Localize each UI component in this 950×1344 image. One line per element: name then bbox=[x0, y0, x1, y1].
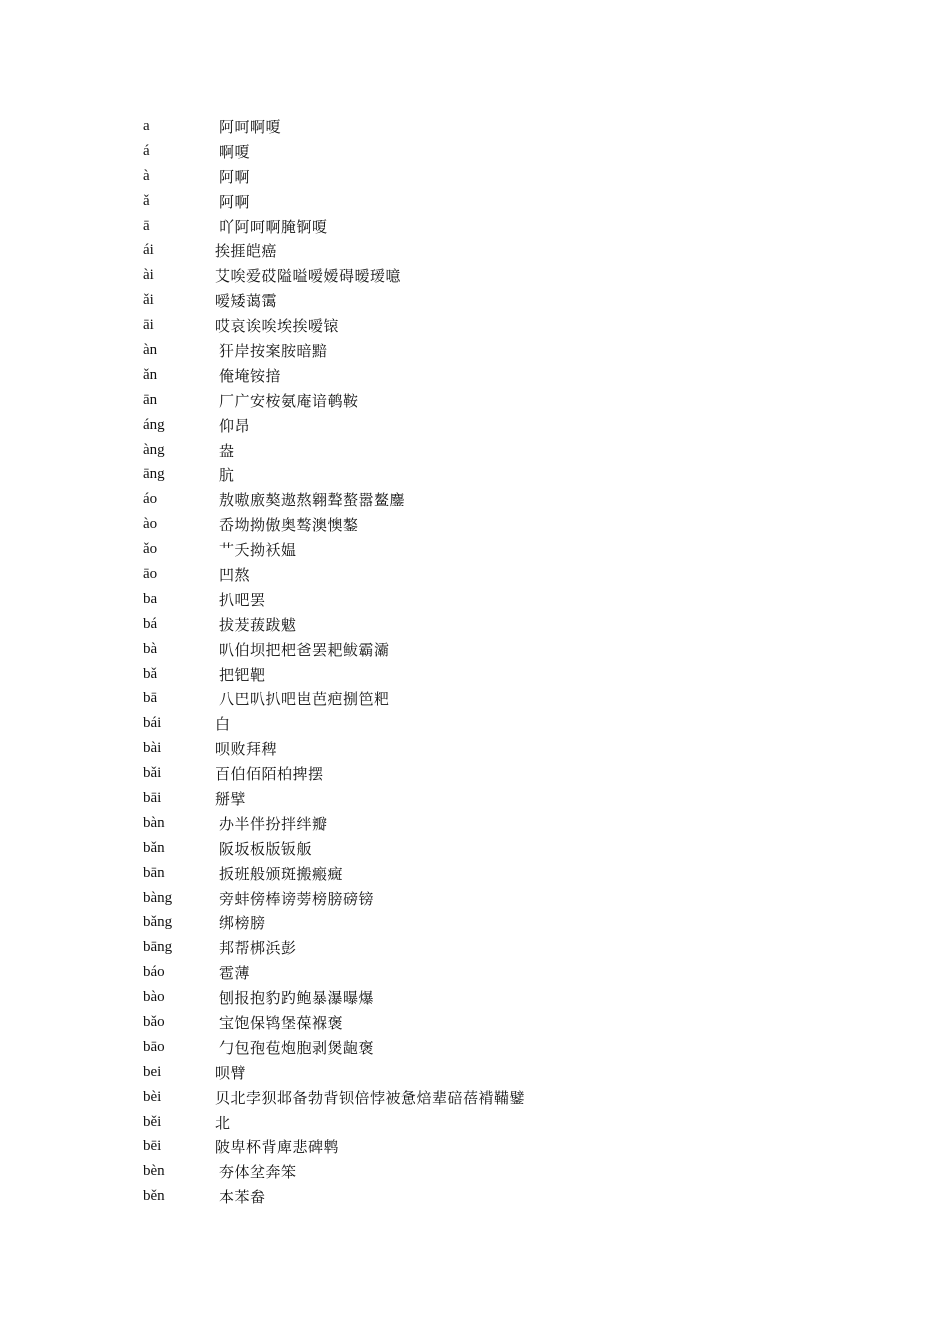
character-list: 嗳矮蔼霭 bbox=[215, 292, 278, 311]
character-list: 凹熬 bbox=[219, 565, 251, 584]
pinyin-syllable: ái bbox=[143, 242, 154, 259]
character-list: 办半伴扮拌绊瓣 bbox=[219, 814, 328, 833]
character-list: 勹包孢苞炮胞剥煲龅褒 bbox=[219, 1038, 375, 1057]
character-list: 阪坂板版钣舨 bbox=[219, 839, 313, 858]
list-item bbox=[143, 388, 863, 413]
pinyin-syllable: bāi bbox=[143, 789, 162, 806]
pinyin-syllable: à bbox=[143, 167, 150, 184]
list-item bbox=[143, 761, 863, 786]
character-list: 扳班般颁斑搬瘢癍 bbox=[219, 864, 344, 883]
list-item bbox=[143, 238, 863, 263]
character-list: 犴岸按案胺暗黯 bbox=[219, 341, 328, 360]
pinyin-syllable: ā bbox=[143, 217, 150, 234]
character-list: 吖阿呵啊腌锕嗄 bbox=[219, 217, 328, 236]
list-item bbox=[143, 960, 863, 985]
list-item bbox=[143, 587, 863, 612]
pinyin-syllable: àng bbox=[143, 441, 165, 458]
character-list: 百伯佰陌柏捭摆 bbox=[215, 765, 324, 784]
pinyin-syllable: bǎn bbox=[143, 839, 165, 856]
list-item bbox=[143, 1085, 863, 1110]
list-item bbox=[143, 1110, 863, 1135]
pinyin-syllable: ào bbox=[143, 516, 158, 533]
pinyin-syllable: bǎo bbox=[143, 1014, 165, 1030]
character-list: 绑榜膀 bbox=[219, 914, 266, 933]
pinyin-syllable: bèn bbox=[143, 1163, 165, 1180]
list-item bbox=[143, 1035, 863, 1060]
pinyin-syllable: bān bbox=[143, 864, 165, 881]
pinyin-syllable: àn bbox=[143, 341, 158, 358]
character-list: 陂卑杯背庳悲碑鹎 bbox=[215, 1138, 340, 1157]
list-item bbox=[143, 985, 863, 1010]
pinyin-syllable: bēi bbox=[143, 1138, 162, 1155]
character-list: 八巴叭扒吧岜芭疤捌笆粑 bbox=[219, 690, 390, 709]
character-list: 宝饱保鸨堡葆褓褒 bbox=[219, 1014, 344, 1032]
pinyin-syllable: ǎ bbox=[143, 192, 150, 209]
pinyin-syllable: bei bbox=[143, 1063, 162, 1080]
list-item bbox=[143, 263, 863, 288]
list-item bbox=[143, 462, 863, 487]
pinyin-syllable: bāo bbox=[143, 1038, 165, 1055]
pinyin-syllable: ba bbox=[143, 590, 158, 607]
character-list: 扒吧罢 bbox=[219, 590, 266, 609]
character-list: 雹薄 bbox=[219, 964, 251, 983]
list-item bbox=[143, 836, 863, 861]
character-list: 刨报抱豹趵鲍暴瀑曝爆 bbox=[219, 989, 375, 1008]
pinyin-syllable: bào bbox=[143, 989, 165, 1006]
list-item bbox=[143, 736, 863, 761]
pinyin-syllable: āi bbox=[143, 317, 154, 334]
pinyin-syllable: bā bbox=[143, 690, 158, 707]
character-list: 白 bbox=[215, 715, 231, 734]
character-list: 北 bbox=[215, 1113, 231, 1132]
list-item bbox=[143, 662, 863, 687]
pinyin-syllable: báo bbox=[143, 964, 165, 981]
character-list: 邦帮梆浜彭 bbox=[219, 939, 297, 958]
list-item bbox=[143, 512, 863, 537]
pinyin-syllable: ān bbox=[143, 391, 158, 408]
list-item bbox=[143, 288, 863, 313]
pinyin-syllable: bài bbox=[143, 740, 162, 757]
list-item bbox=[143, 1159, 863, 1184]
pinyin-syllable: a bbox=[143, 117, 150, 134]
list-item bbox=[143, 537, 863, 562]
character-list: 呗臂 bbox=[215, 1063, 247, 1082]
character-list: 阿呵啊嗄 bbox=[219, 117, 282, 136]
list-item bbox=[143, 861, 863, 886]
list-item bbox=[143, 487, 863, 512]
character-list: 艾唉爱砹隘嗌嗳嫒碍暧瑷噫 bbox=[215, 267, 402, 286]
pinyin-syllable: bèi bbox=[143, 1088, 162, 1105]
list-item bbox=[143, 139, 863, 164]
list-item bbox=[143, 338, 863, 363]
pinyin-syllable: bá bbox=[143, 615, 158, 632]
pinyin-syllable: áo bbox=[143, 491, 158, 508]
list-item bbox=[143, 214, 863, 239]
character-list: 贝北孛狈邶备勃背钡倍悖被惫焙辈碚蓓褙鞴鐾 bbox=[215, 1088, 526, 1107]
pinyin-syllable: ǎn bbox=[143, 366, 158, 383]
pinyin-syllable: bāng bbox=[143, 939, 173, 956]
list-item bbox=[143, 711, 863, 736]
pinyin-syllable: běi bbox=[143, 1113, 162, 1130]
character-list: 肮 bbox=[219, 466, 235, 485]
character-list: 艹夭拗袄媪 bbox=[219, 541, 297, 560]
list-item bbox=[143, 313, 863, 338]
character-list: 旁蚌傍棒谤蒡榜膀磅镑 bbox=[219, 889, 375, 908]
character-list: 啊嗄 bbox=[219, 142, 251, 161]
character-list: 掰擘 bbox=[215, 789, 247, 808]
character-list: 把钯靶 bbox=[219, 665, 266, 684]
list-item bbox=[143, 935, 863, 960]
pinyin-syllable: āng bbox=[143, 466, 165, 483]
pinyin-syllable: ài bbox=[143, 267, 154, 284]
list-item bbox=[143, 363, 863, 388]
pinyin-syllable: á bbox=[143, 142, 150, 159]
character-list: 哎哀诶唉埃挨嗳锿 bbox=[215, 317, 340, 336]
list-item bbox=[143, 1010, 863, 1035]
pinyin-syllable: bǎng bbox=[143, 914, 173, 931]
list-item bbox=[143, 786, 863, 811]
character-list: 叭伯坝把杷爸罢耙鲅霸灞 bbox=[219, 640, 390, 659]
list-item bbox=[143, 164, 863, 189]
list-item bbox=[143, 114, 863, 139]
character-list: 厂广安桉氨庵谙鹌鞍 bbox=[219, 391, 359, 410]
character-list: 夯体坌奔笨 bbox=[219, 1163, 297, 1182]
pinyin-syllable: áng bbox=[143, 416, 165, 433]
pinyin-syllable: ǎi bbox=[143, 292, 154, 309]
list-item bbox=[143, 911, 863, 936]
list-item bbox=[143, 413, 863, 438]
list-item bbox=[143, 189, 863, 214]
pinyin-character-list bbox=[143, 114, 863, 1209]
character-list: 俺埯铵揞 bbox=[219, 366, 282, 385]
character-list: 阿啊 bbox=[219, 167, 251, 186]
list-item bbox=[143, 637, 863, 662]
list-item bbox=[143, 811, 863, 836]
character-list: 敖嗷廒獒遨熬翱聱螯嚣鳌鏖 bbox=[219, 491, 406, 510]
list-item bbox=[143, 438, 863, 463]
pinyin-syllable: ǎo bbox=[143, 541, 158, 558]
pinyin-syllable: bǎ bbox=[143, 665, 158, 682]
pinyin-syllable: bái bbox=[143, 715, 162, 732]
pinyin-syllable: bàng bbox=[143, 889, 173, 906]
character-list: 盎 bbox=[219, 441, 235, 460]
pinyin-syllable: bǎi bbox=[143, 765, 162, 782]
list-item bbox=[143, 886, 863, 911]
character-list: 本苯畚 bbox=[219, 1188, 266, 1207]
character-list: 阿啊 bbox=[219, 192, 251, 211]
pinyin-syllable: bà bbox=[143, 640, 158, 657]
list-item bbox=[143, 1060, 863, 1085]
pinyin-syllable: bàn bbox=[143, 814, 165, 831]
character-list: 仰昂 bbox=[219, 416, 251, 435]
character-list: 呗败拜稗 bbox=[215, 740, 278, 759]
list-item bbox=[143, 686, 863, 711]
pinyin-syllable: āo bbox=[143, 565, 158, 582]
character-list: 岙坳拗傲奥骜澳懊鏊 bbox=[219, 516, 359, 535]
character-list: 挨捱皑癌 bbox=[215, 242, 278, 261]
list-item bbox=[143, 612, 863, 637]
pinyin-syllable: běn bbox=[143, 1188, 165, 1205]
list-item bbox=[143, 1135, 863, 1160]
character-list: 拔茇菝跋魃 bbox=[219, 615, 297, 634]
list-item bbox=[143, 1184, 863, 1209]
list-item bbox=[143, 562, 863, 587]
